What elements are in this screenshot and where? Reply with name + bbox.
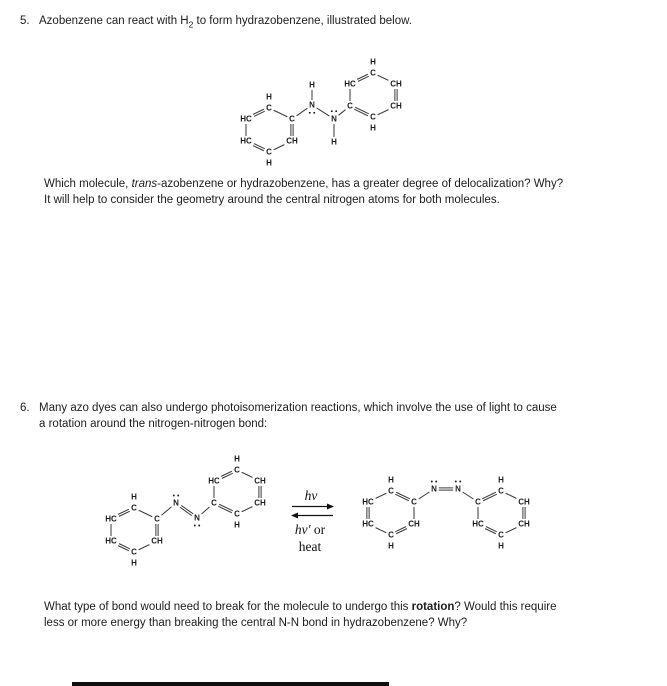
single-bond-line xyxy=(274,145,285,150)
atom-label-HC: HC xyxy=(240,114,252,124)
atom-label-C: C xyxy=(370,112,376,122)
single-bond-line xyxy=(339,110,346,116)
atom-label-N: N xyxy=(309,100,315,110)
single-bond-line xyxy=(506,493,517,498)
atom-label-CH: CH xyxy=(286,136,298,146)
q6-prompt-post: ? Would this require xyxy=(454,601,557,613)
atom-label-H: H xyxy=(388,475,394,485)
lone-pair-dot xyxy=(431,481,433,483)
double-bond-line xyxy=(118,546,129,551)
question-6-number: 6. xyxy=(20,402,30,414)
lone-pair-dot xyxy=(455,481,457,483)
atom-label-C: C xyxy=(266,103,272,113)
double-bond-line xyxy=(396,529,407,534)
double-bond-line xyxy=(254,144,265,149)
q5-prompt-italic-trans: trans xyxy=(131,178,158,190)
atom-label-CH: CH xyxy=(254,476,266,486)
single-bond-line xyxy=(376,528,387,533)
double-bond-line xyxy=(395,527,406,532)
atom-label-C: C xyxy=(370,68,376,78)
q5-prompt-pre: Which molecule, xyxy=(44,178,132,190)
atom-label-HC: HC xyxy=(362,519,374,529)
single-bond-line xyxy=(378,75,389,80)
atom-label-H: H xyxy=(131,558,137,568)
q5-intro-pre: Azobenzene can react with H xyxy=(39,15,189,27)
atom-label-H: H xyxy=(234,520,240,530)
lone-pair-dot xyxy=(313,112,315,114)
double-bond-line xyxy=(222,473,233,478)
double-bond-line xyxy=(486,527,497,532)
atom-label-HC: HC xyxy=(472,519,484,529)
atom-label-H: H xyxy=(234,454,240,464)
double-bond-line xyxy=(485,529,496,534)
atom-label-C: C xyxy=(131,503,137,513)
double-bond-line xyxy=(358,76,369,81)
atom-label-H: H xyxy=(331,137,337,147)
single-bond-line xyxy=(463,492,474,499)
q5-intro-subscript: 2 xyxy=(188,19,194,30)
heat-label: heat xyxy=(298,539,322,554)
atom-label-H: H xyxy=(266,158,272,168)
atom-label-C: C xyxy=(131,547,137,557)
atom-label-H: H xyxy=(131,492,137,502)
atom-label-C: C xyxy=(234,465,240,475)
atom-label-C: C xyxy=(388,530,394,540)
atom-label-HC: HC xyxy=(105,514,117,524)
atom-label-HC: HC xyxy=(208,476,220,486)
atom-label-C: C xyxy=(411,497,417,507)
atom-label-CH: CH xyxy=(390,79,402,89)
lone-pair-dot xyxy=(177,495,179,497)
lone-pair-dot xyxy=(435,481,437,483)
atom-label-C: C xyxy=(289,114,295,124)
atom-label-N: N xyxy=(431,484,437,494)
question-6-prompt-line2: less or more energy than breaking the central N-N bond in hydrazobenzene? Why? xyxy=(44,617,468,629)
hv-label: hν xyxy=(304,488,318,503)
lone-pair-dot xyxy=(459,481,461,483)
atom-label-HC: HC xyxy=(105,536,117,546)
lone-pair-dot xyxy=(198,525,200,527)
atom-label-N: N xyxy=(194,513,200,523)
atom-label-N: N xyxy=(173,498,179,508)
bottom-edge-bar xyxy=(72,682,389,686)
or-label: or xyxy=(310,522,326,537)
double-bond-line xyxy=(118,509,129,514)
single-bond-line xyxy=(297,108,308,116)
lone-pair-dot xyxy=(331,110,333,112)
atom-label-CH: CH xyxy=(151,536,163,546)
lone-pair-dot xyxy=(173,495,175,497)
atom-label-C: C xyxy=(266,147,272,157)
atom-label-HC: HC xyxy=(362,497,374,507)
double-bond-line xyxy=(254,111,265,116)
atom-label-CH: CH xyxy=(408,519,420,529)
double-bond-line xyxy=(119,511,130,516)
single-bond-line xyxy=(242,507,253,512)
question-6-prompt-line1 xyxy=(44,599,556,615)
question-6-intro-line1: Many azo dyes can also undergo photoisomerization reactions, which involve the use of light to cause xyxy=(39,402,557,414)
atom-label-H: H xyxy=(309,80,315,90)
hv-prime-label: hν′ xyxy=(294,522,311,537)
lone-pair-dot xyxy=(194,525,196,527)
double-bond-line xyxy=(221,471,232,476)
atom-label-H: H xyxy=(266,92,272,102)
q5-intro-post: to form hydrazobenzene, illustrated below. xyxy=(193,15,412,27)
single-bond-line xyxy=(242,472,253,477)
atom-label-CH: CH xyxy=(254,498,266,508)
single-bond-line xyxy=(162,507,172,515)
single-bond-line xyxy=(139,510,153,517)
double-bond-line xyxy=(253,146,264,151)
atom-label-C: C xyxy=(475,497,481,507)
double-bond-line xyxy=(357,74,368,79)
q6-prompt-bold-rotation: rotation xyxy=(411,601,455,613)
single-bond-line xyxy=(376,493,387,498)
single-bond-line xyxy=(317,108,330,116)
atom-label-H: H xyxy=(370,123,376,133)
single-bond-line xyxy=(378,110,389,115)
lone-pair-dot xyxy=(335,110,337,112)
single-bond-line xyxy=(419,492,430,499)
atom-label-C: C xyxy=(498,530,504,540)
atom-label-C: C xyxy=(211,498,217,508)
forward-reaction-label xyxy=(294,488,328,504)
single-bond-line xyxy=(274,110,288,117)
question-5-prompt-line2: It will help to consider the geometry around the central nitrogen atoms for both molecules. xyxy=(44,194,500,206)
lone-pair-dot xyxy=(309,112,311,114)
atom-label-N: N xyxy=(331,114,337,124)
reaction-arrow-head xyxy=(291,513,298,519)
atom-label-HC: HC xyxy=(344,79,356,89)
reverse-reaction-label xyxy=(283,522,337,538)
atom-label-C: C xyxy=(234,509,240,519)
atom-label-N: N xyxy=(455,484,461,494)
atom-label-CH: CH xyxy=(518,497,530,507)
atom-label-H: H xyxy=(498,475,504,485)
atom-label-CH: CH xyxy=(390,101,402,111)
atom-label-HC: HC xyxy=(240,136,252,146)
single-bond-line xyxy=(201,507,209,514)
question-6-intro-line2: a rotation around the nitrogen-nitrogen bond: xyxy=(39,418,268,430)
atom-label-H: H xyxy=(370,57,376,67)
single-bond-line xyxy=(139,545,150,550)
reaction-arrow-head xyxy=(327,504,334,510)
double-bond-line xyxy=(253,109,264,114)
question-5-number: 5. xyxy=(20,15,30,27)
question-5-prompt-line1 xyxy=(44,176,563,192)
atom-label-H: H xyxy=(498,541,504,551)
atom-label-C: C xyxy=(388,486,394,496)
q5-prompt-post: -azobenzene or hydrazobenzene, has a greater degree of delocalization? Why? xyxy=(157,178,564,190)
q6-prompt-pre: What type of bond would need to break for the molecule to undergo this xyxy=(44,601,412,613)
atom-label-C: C xyxy=(347,101,353,111)
atom-label-C: C xyxy=(498,486,504,496)
atom-label-CH: CH xyxy=(518,519,530,529)
single-bond-line xyxy=(506,528,517,533)
double-bond-line xyxy=(119,544,130,549)
atom-label-H: H xyxy=(388,541,394,551)
atom-label-C: C xyxy=(154,514,160,524)
